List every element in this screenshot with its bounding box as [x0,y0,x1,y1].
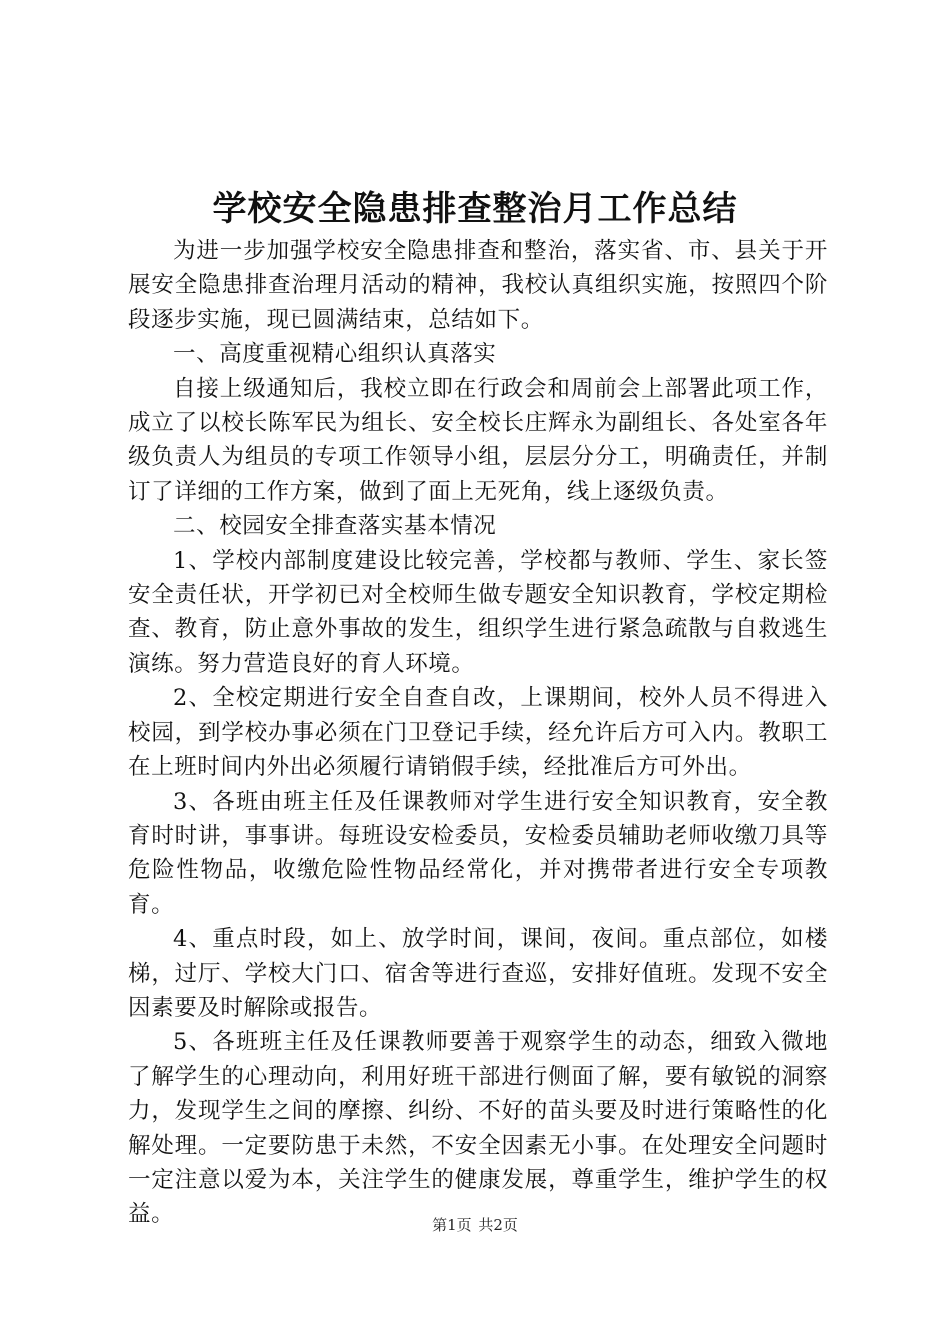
section-heading-2: 二、校园安全排查落实基本情况 [173,513,497,540]
intro-paragraph: 为进一步加强学校安全隐患排查和整治，落实省、市、县关于开展安全隐患排查治理月活动的精神，我校认真组织实施，按照四个阶段逐步实施，现已圆满结束，总结如下。 [128,238,828,333]
item-paragraph-1: 1、学校内部制度建设比较完善，学校都与教师、学生、家长签安全责任状，开学初已对全校师生做专题安全知识教育，学校定期检查、教育，防止意外事故的发生，组织学生进行紧急疏散与自救逃生演练。努力营造良好的育人环境。 [128,547,828,677]
page-number: 第1页 [432,1216,472,1234]
page-footer [0,1215,950,1235]
item-paragraph-5: 5、各班班主任及任课教师要善于观察学生的动态，细致入微地了解学生的心理动向，利用好班干部进行侧面了解，要有敏锐的洞察力，发现学生之间的摩擦、纠纷、不好的苗头要及时进行策略性的化解处理。一定要防患于未然，不安全因素无小事。在处理安全问题时一定注意以爱为本，关注学生的健康发展，尊重学生，维护学生的权益。 [128,1029,828,1228]
section-heading-1: 一、高度重视精心组织认真落实 [173,341,497,368]
page-total: 共2页 [478,1216,518,1234]
document-title: 学校安全隐患排查整治月工作总结 [212,189,738,229]
item-paragraph-2: 2、全校定期进行安全自查自改，上课期间，校外人员不得进入校园，到学校办事必须在门卫登记手续，经允许后方可入内。教职工在上班时间内外出必须履行请销假手续，经批准后方可外出。 [128,685,828,781]
section-1-paragraph: 自接上级通知后，我校立即在行政会和周前会上部署此项工作，成立了以校长陈军民为组长、安全校长庄辉永为副组长、各处室各年级负责人为组员的专项工作领导小组，层层分分工，明确责任，并制订了详细的工作方案，做到了面上无死角，线上逐级负责。 [128,375,828,505]
item-paragraph-3: 3、各班由班主任及任课教师对学生进行安全知识教育，安全教育时时讲，事事讲。每班设安检委员，安检委员辅助老师收缴刀具等危险性物品，收缴危险性物品经常化，并对携带者进行安全专项教育。 [128,788,828,918]
item-paragraph-4: 4、重点时段，如上、放学时间，课间，夜间。重点部位，如楼梯，过厅、学校大门口、宿舍等进行查巡，安排好值班。发现不安全因素要及时解除或报告。 [128,926,828,1021]
document-body [128,234,828,1232]
